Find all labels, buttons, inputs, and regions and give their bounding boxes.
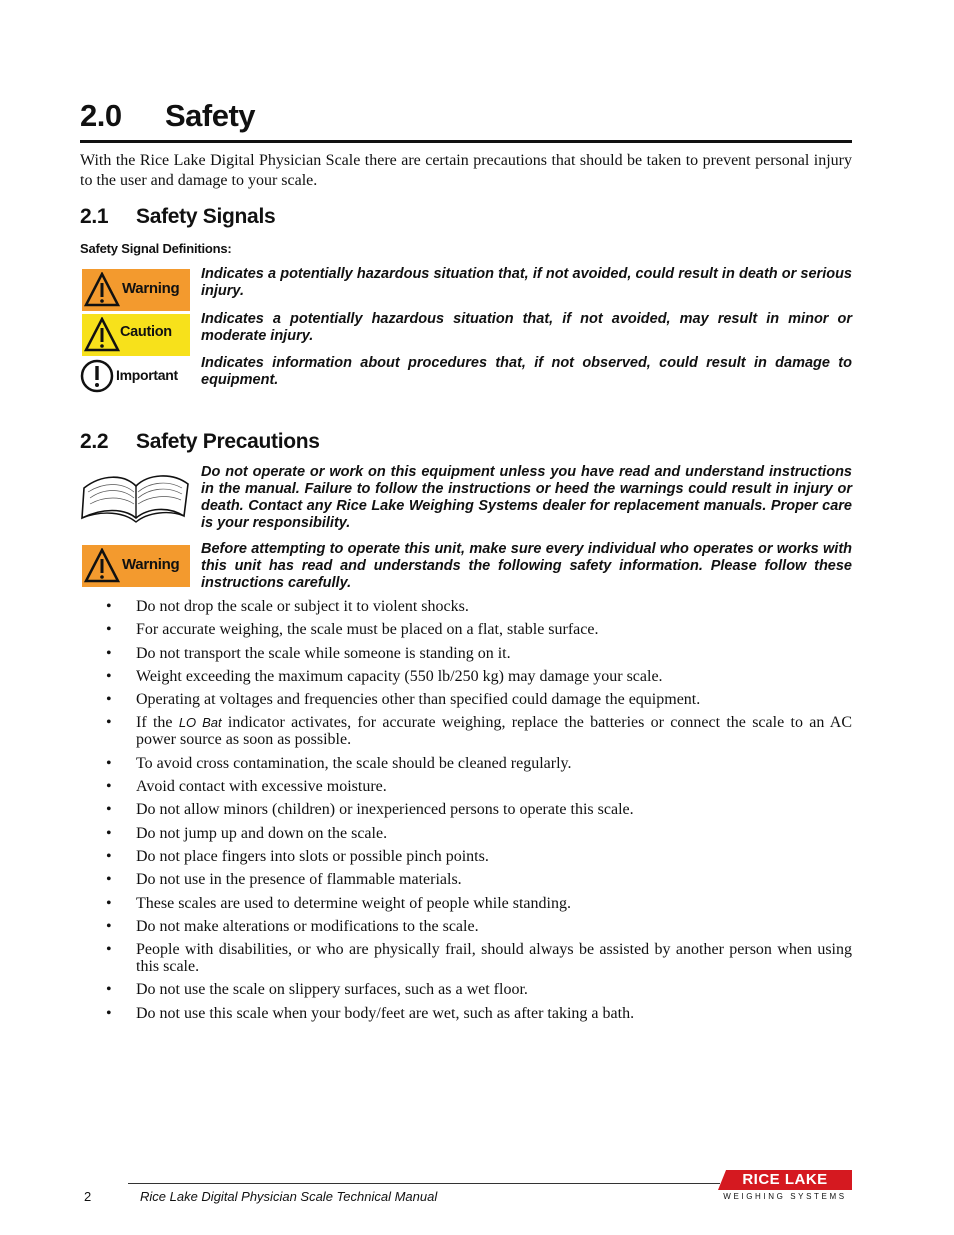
subsection-number: 2.2 (80, 430, 109, 453)
section-number: 2.0 (80, 98, 122, 133)
list-item: • Do not make alterations or modifications to the scale. (106, 917, 479, 935)
important-label: Important (116, 367, 178, 383)
list-item: • People with disabilities, or who are physically frail, should always be assisted by another person when using this scale. (106, 941, 852, 976)
list-item: • To avoid cross contamination, the scale should be cleaned regularly. (106, 754, 572, 772)
section-title: Safety (165, 98, 256, 133)
caution-label: Caution (120, 324, 172, 340)
list-item: • Do not jump up and down on the scale. (106, 824, 388, 842)
list-item: • Do not use the scale on slippery surfaces, such as a wet floor. (106, 981, 528, 999)
section-heading (80, 98, 852, 143)
list-item: • Do not allow minors (children) or inexperienced persons to operate this scale. (106, 801, 634, 819)
intro-paragraph: With the Rice Lake Digital Physician Scale there are certain precautions that should be taken to prevent personal injury to the user and damage to your scale. (80, 152, 852, 189)
list-item: • Operating at voltages and frequencies other than specified could damage the equipment. (106, 691, 701, 709)
precautions-list (106, 598, 852, 1028)
warning-label: Warning (122, 280, 180, 297)
lobat-indicator-text: LO Bat (178, 715, 222, 731)
list-item: • Do not place fingers into slots or possible pinch points. (106, 847, 489, 865)
list-item: • Weight exceeding the maximum capacity (550 lb/250 kg) may damage your scale. (106, 667, 663, 685)
logo-sub-text: WEIGHING SYSTEMS (723, 1192, 847, 1201)
list-item: • Do not transport the scale while someone is standing on it. (106, 644, 511, 662)
list-item: • For accurate weighing, the scale must be placed on a flat, stable surface. (106, 621, 599, 639)
important-exclamation-icon (80, 358, 114, 394)
warning-note-text: Before attempting to operate this unit, make sure every individual who operates or works with this unit has read and understands the following safety information. Please follow these instructions carefully. (201, 541, 852, 591)
important-badge (80, 357, 190, 395)
logo-brand-text: RICE LAKE (742, 1171, 828, 1188)
warning-triangle-icon (84, 548, 120, 584)
list-item: • Avoid contact with excessive moisture. (106, 778, 387, 796)
warning-badge (82, 545, 190, 587)
subsection-number: 2.1 (80, 205, 109, 228)
caution-definition: Indicates a potentially hazardous situation that, if not avoided, may result in minor or moderate injury. (201, 311, 852, 344)
warning-label: Warning (122, 556, 180, 573)
warning-triangle-icon (84, 272, 120, 308)
rice-lake-logo (718, 1170, 854, 1206)
list-item: • These scales are used to determine weight of people while standing. (106, 894, 571, 912)
manual-note-text: Do not operate or work on this equipment unless you have read and understand instructions in the manual. Failure to follow the instructions or heed the warnings could result in injury or death. Contact any Rice Lake Weighing Systems dealer for replacement manuals. Proper care is your responsibility. (201, 464, 852, 531)
definitions-heading: Safety Signal Definitions: (80, 241, 232, 256)
list-item: • Do not drop the scale or subject it to violent shocks. (106, 598, 469, 615)
list-item: • Do not use this scale when your body/feet are wet, such as after taking a bath. (106, 1004, 635, 1022)
caution-badge (82, 314, 190, 356)
page-number: 2 (84, 1189, 92, 1204)
warning-definition: Indicates a potentially hazardous situation that, if not avoided, could result in death or serious injury. (201, 266, 852, 299)
warning-badge (82, 269, 190, 311)
caution-triangle-icon (84, 317, 120, 353)
open-book-icon (80, 466, 192, 528)
footer-divider (128, 1183, 720, 1184)
subsection-title: Safety Signals (136, 205, 276, 228)
subsection-title: Safety Precautions (136, 430, 320, 453)
list-item: • Do not use in the presence of flammable materials. (106, 871, 462, 889)
important-definition: Indicates information about procedures that, if not observed, could result in damage to equipment. (201, 355, 852, 388)
footer-title: Rice Lake Digital Physician Scale Technical Manual (140, 1189, 438, 1204)
list-item-lobat: • If the LO Bat indicator activates, for accurate weighing, replace the batteries or connect the scale to an AC power source as soon as possible. (106, 714, 853, 749)
